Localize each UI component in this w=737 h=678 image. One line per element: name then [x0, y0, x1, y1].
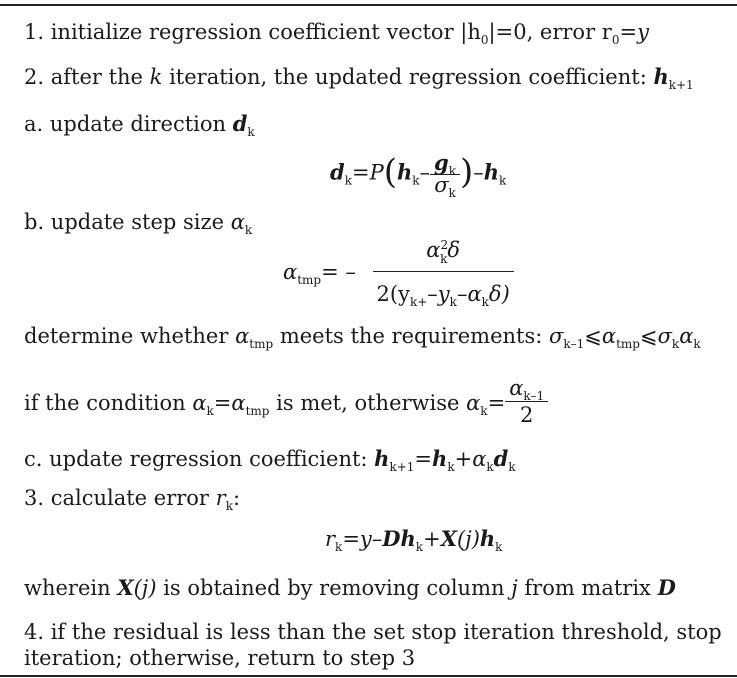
- step-a: a. update direction $d_k$: [24, 111, 255, 139]
- equation-error: $r_k=y-Dh_k+X(j)h_k$: [325, 526, 503, 554]
- condition-line: if the condition $\alpha_k=\alpha_{tmp}$ is met, otherwise $\alpha_k=$ $\frac{\alpha_{k-1}}{2}$: [24, 378, 548, 426]
- bottom-rule: [0, 675, 737, 677]
- step-2: 2. after the k iteration, the updated regression coefficient: $h_{k+1}$: [24, 64, 694, 92]
- wherein-line: wherein X(j) is obtained by removing column j from matrix D: [24, 575, 676, 600]
- step-4-line-2: iteration; otherwise, return to step 3: [24, 646, 416, 670]
- step-c: c. update regression coefficient: $h_{k+1}=h_k+\alpha_kd_k$: [24, 446, 516, 474]
- top-rule: [0, 4, 737, 6]
- step-3: 3. calculate error $r_k$:: [24, 486, 241, 513]
- step-4-line-1: 4. if the residual is less than the set stop iteration threshold, stop: [24, 620, 722, 644]
- equation-step-size: $\alpha_{tmp}=$ – $\frac{\alpha^2_k\delta}{2(y_{k+}-y_k-\alpha_k\delta)}$: [283, 238, 514, 305]
- step-1: 1. initialize regression coefficient vector $|h_0|=0$, error $r_0=y$: [24, 20, 649, 47]
- determine-line: determine whether $\alpha_{tmp}$ meets the requirements: $\sigma_{k-1}⩽\alpha_{tmp}⩽\sigma_k\alpha_k$: [24, 324, 701, 351]
- step-b: b. update step size $\alpha_k$: [24, 210, 253, 237]
- equation-direction: $d_k=P(h_k-$ $\frac{g_k}{\sigma_k}$ )$-h_k$: [330, 150, 507, 200]
